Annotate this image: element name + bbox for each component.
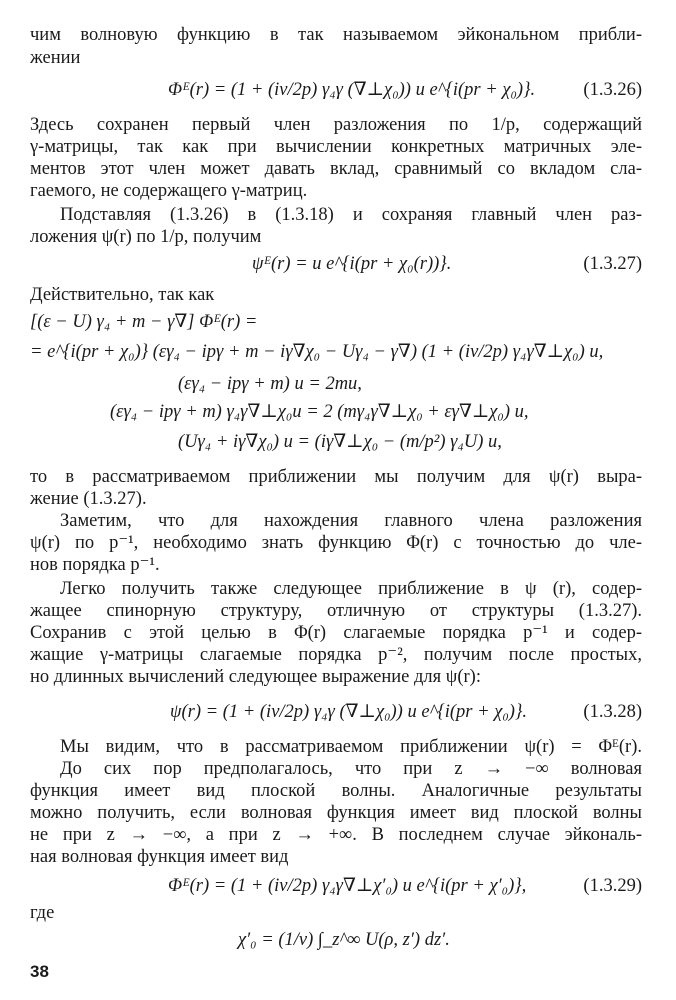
text-line-24: не при z → −∞, а при z → +∞. В последнем случае эйкональ-: [30, 825, 642, 845]
text-line-9: Действительно, так как: [30, 285, 215, 305]
equation-1-3-26: Φᴱ(r) = (1 + (iv/2p) γ₄γ (∇⊥χ₀)) u e^{i(pr + χ₀)}.: [168, 80, 536, 100]
text-line-2: жении: [30, 48, 81, 68]
text-line-25: ная волновая функция имеет вид: [30, 847, 289, 867]
text-line-23: можно получить, если волновая функция имеет вид плоской волны: [30, 803, 642, 823]
equation-1-3-28: ψ(r) = (1 + (iv/2p) γ₄γ (∇⊥χ₀)) u e^{i(pr + χ₀)}.: [170, 702, 527, 722]
text-line-10: то в рассматриваемом приближении мы получим для ψ(r) выра-: [30, 467, 642, 487]
equation-derivation-2: = e^{i(pr + χ₀)} (εγ₄ − ipγ + m − iγ∇χ₀ − Uγ₄ − γ∇) (1 + (iv/2p) γ₄γ∇⊥χ₀) u,: [30, 342, 604, 362]
equation-number-1-3-29: (1.3.29): [583, 876, 642, 896]
text-line-15: Легко получить также следующее приближение в ψ (r), содер-: [60, 579, 642, 599]
text-line-3: Здесь сохранен первый член разложения по 1/p, содержащий: [30, 115, 642, 135]
text-line-14: нов порядка p⁻¹.: [30, 555, 160, 575]
equation-derivation-3: (εγ₄ − ipγ + m) u = 2mu,: [178, 374, 362, 394]
text-line-21: До сих пор предполагалось, что при z → −∞ волновая: [60, 759, 642, 779]
text-line-17: Сохранив с этой целью в Φ(r) слагаемые порядка p⁻¹ и содер-: [30, 623, 642, 643]
book-page: [30, 18, 646, 988]
text-line-4: γ-матрицы, так как при вычислении конкретных матричных эле-: [30, 137, 642, 157]
text-line-12: Заметим, что для нахождения главного члена разложения: [60, 511, 642, 531]
equation-1-3-27: ψᴱ(r) = u e^{i(pr + χ₀(r))}.: [252, 254, 452, 274]
text-line-22: функция имеет вид плоской волны. Аналогичные результаты: [30, 781, 642, 801]
equation-number-1-3-28: (1.3.28): [583, 702, 642, 722]
text-line-7: Подставляя (1.3.26) в (1.3.18) и сохраняя главный член раз-: [60, 205, 642, 225]
equation-derivation-1: [(ε − U) γ₄ + m − γ∇] Φᴱ(r) =: [30, 312, 258, 332]
equation-1-3-29: Φᴱ(r) = (1 + (iv/2p) γ₄γ∇⊥χ′₀) u e^{i(pr + χ′₀)},: [168, 876, 527, 896]
text-line-1: чим волновую функцию в так называемом эйкональном прибли-: [30, 25, 642, 45]
text-line-6: гаемого, не содержащего γ-матриц.: [30, 181, 308, 201]
text-line-20: Мы видим, что в рассматриваемом приближении ψ(r) = Φᴱ(r).: [60, 737, 642, 757]
text-line-8: ложения ψ(r) по 1/p, получим: [30, 227, 262, 247]
text-line-13: ψ(r) по p⁻¹, необходимо знать функцию Φ(r) с точностью до чле-: [30, 533, 642, 553]
equation-derivation-4: (εγ₄ − ipγ + m) γ₄γ∇⊥χ₀u = 2 (mγ₄γ∇⊥χ₀ + εγ∇⊥χ₀) u,: [110, 402, 529, 422]
equation-derivation-5: (Uγ₄ + iγ∇χ₀) u = (iγ∇⊥χ₀ − (m/p²) γ₄U) u,: [178, 432, 502, 452]
text-line-16: жащее спинорную структуру, отличную от структуры (1.3.27).: [30, 601, 642, 621]
equation-number-1-3-26: (1.3.26): [583, 80, 642, 100]
page-number: 38: [30, 962, 49, 981]
equation-number-1-3-27: (1.3.27): [583, 254, 642, 274]
text-line-26: где: [30, 903, 55, 923]
text-line-18: жащие γ-матрицы слагаемые порядка p⁻², получим после простых,: [30, 645, 642, 665]
text-line-5: ментов этот член может давать вклад, сравнимый со вкладом сла-: [30, 159, 642, 179]
equation-chi-prime: χ′₀ = (1/v) ∫_z^∞ U(ρ, z′) dz′.: [238, 930, 450, 950]
text-line-11: жение (1.3.27).: [30, 489, 147, 509]
text-line-19: но длинных вычислений следующее выражение для ψ(r):: [30, 667, 481, 687]
